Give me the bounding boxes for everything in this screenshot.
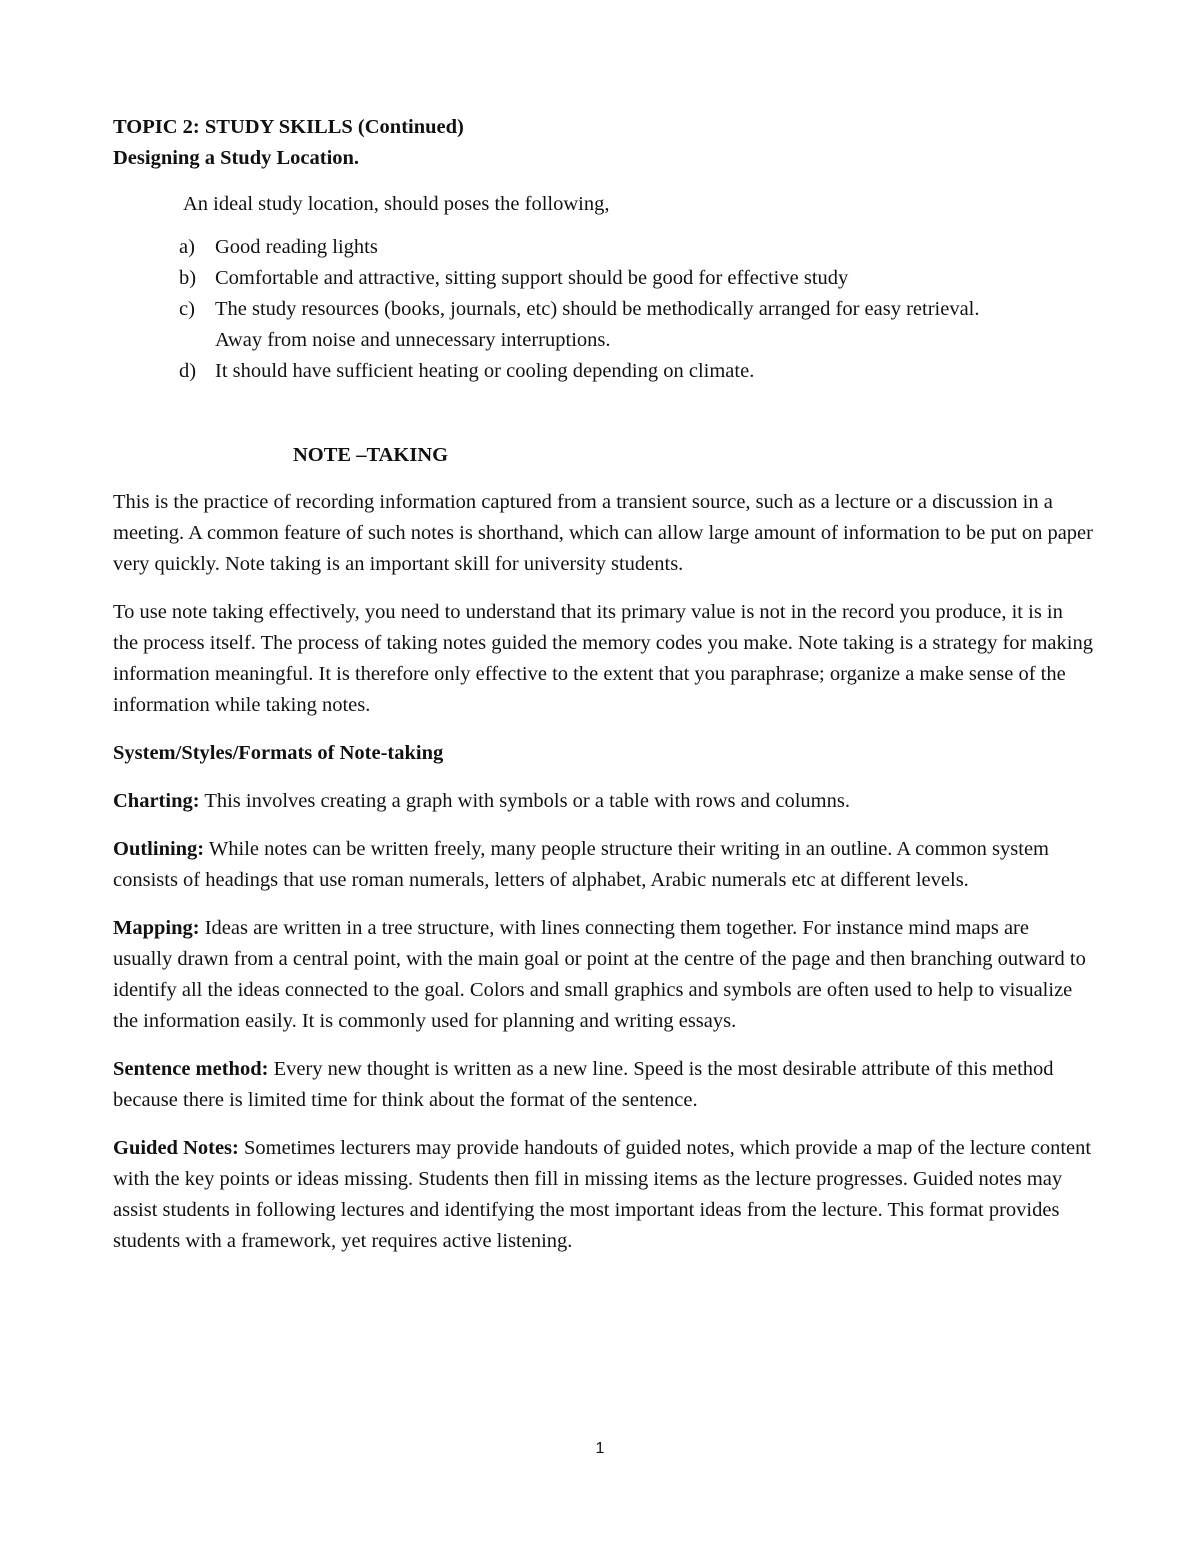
- intro-text: An ideal study location, should poses the following,: [183, 193, 610, 215]
- style-term: Guided Notes:: [113, 1137, 239, 1159]
- style-description: This involves creating a graph with symbols or a table with rows and columns.: [199, 790, 850, 812]
- style-paragraph: [113, 1133, 1093, 1257]
- list-item-text: Comfortable and attractive, sitting support should be good for effective study: [215, 267, 849, 289]
- page-number: 1: [595, 1440, 605, 1457]
- style-term: Mapping:: [113, 917, 200, 939]
- style-paragraph: [113, 913, 1093, 1037]
- style-description: Every new thought is written as a new line. Speed is the most desirable attribute of this method because there is limited time for think about the format of the sentence.: [113, 1058, 1054, 1111]
- list-item: [179, 232, 1093, 263]
- list-item-text: It should have sufficient heating or cooling depending on climate.: [215, 360, 755, 382]
- style-term: Outlining:: [113, 838, 205, 860]
- list-marker: b): [179, 267, 197, 289]
- document-body: [113, 112, 1093, 1257]
- style-term: Sentence method:: [113, 1058, 269, 1080]
- list-marker: d): [179, 360, 197, 382]
- style-description: Ideas are written in a tree structure, with lines connecting them together. For instance mind maps are usually drawn from a central point, with the main goal or point at the centre of the page and then branching outward to identify all the ideas connected to the goal. Colors and small graphics and symbols are often used to help to visualize the information easily. It is commonly used for planning and writing essays.: [113, 917, 1086, 1032]
- style-term: Charting:: [113, 790, 200, 812]
- section-title: NOTE –TAKING: [293, 444, 449, 466]
- list-item: [215, 325, 1093, 356]
- list-item-text: Away from noise and unnecessary interruptions.: [215, 329, 611, 351]
- list-item-text: The study resources (books, journals, etc) should be methodically arranged for easy retrieval.: [215, 298, 980, 320]
- style-description: While notes can be written freely, many people structure their writing in an outline. A common system consists of headings that use roman numerals, letters of alphabet, Arabic numerals etc at different levels.: [113, 838, 1049, 891]
- list-item: [179, 356, 1093, 387]
- style-paragraph: [113, 834, 1093, 896]
- list-marker: a): [179, 236, 195, 258]
- list-item: [179, 263, 1093, 294]
- paragraph: To use note taking effectively, you need to understand that its primary value is not in the record you produce, it is in the process itself. The process of taking notes guided the memory codes you make. Note taking is a strategy for making information meaningful. It is therefore only effective to the extent that you paraphrase; organize a make sense of the information while taking notes.: [113, 601, 1093, 716]
- systems-heading: System/Styles/Formats of Note-taking: [113, 742, 444, 764]
- style-paragraph: [113, 786, 1093, 817]
- style-paragraph: [113, 1054, 1093, 1116]
- list-marker: c): [179, 298, 195, 320]
- style-description: Sometimes lecturers may provide handouts of guided notes, which provide a map of the lecture content with the key points or ideas missing. Students then fill in missing items as the lecture progresses. Guided notes may assist students in following lectures and identifying the most important ideas from the lecture. This format provides students with a framework, yet requires active listening.: [113, 1137, 1092, 1252]
- topic-heading: TOPIC 2: STUDY SKILLS (Continued): [113, 116, 464, 138]
- list-item-text: Good reading lights: [215, 236, 378, 258]
- paragraph: This is the practice of recording information captured from a transient source, such as a lecture or a discussion in a meeting. A common feature of such notes is shorthand, which can allow large amount of information to be put on paper very quickly. Note taking is an important skill for university students.: [113, 491, 1093, 575]
- subheading: Designing a Study Location.: [113, 147, 360, 169]
- study-location-list: [113, 232, 1093, 387]
- list-item: [179, 294, 1015, 325]
